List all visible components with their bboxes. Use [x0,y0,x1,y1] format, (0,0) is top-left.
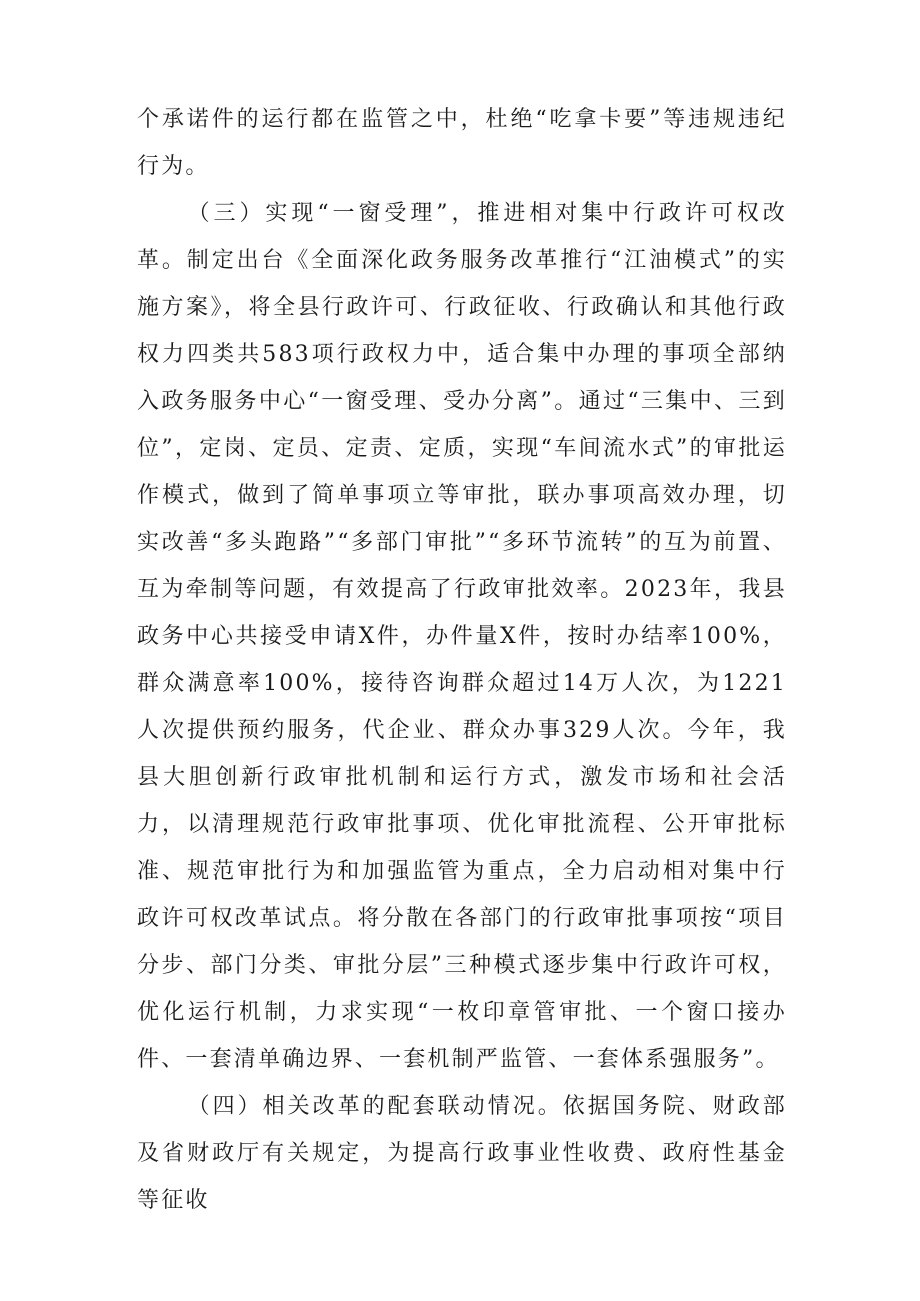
paragraph-section-three: （三）实现“一窗受理”，推进相对集中行政许可权改革。制定出台《全面深化政务服务改革推行“江油模式”的实施方案》，将全县行政许可、行政征收、行政确认和其他行政权力四类共583项行政权力中，适合集中办理的事项全部纳入政务服务中心“一窗受理、受办分离”。通过“三集中、三到位”，定岗、定员、定责、定质，实现“车间流水式”的审批运作模式，做到了简单事项立等审批，联办事项高效办理，切实改善“多头跑路”“多部门审批”“多环节流转”的互为前置、互为牵制等问题，有效提高了行政审批效率。2023年，我县政务中心共接受申请X件，办件量X件，按时办结率100%，群众满意率100%，接待咨询群众超过14万人次，为1221人次提供预约服务，代企业、群众办事329人次。今年，我县大胆创新行政审批机制和运行方式，激发市场和社会活力，以清理规范行政审批事项、优化审批流程、公开审批标准、规范审批行为和加强监管为重点，全力启动相对集中行政许可权改革试点。将分散在各部门的行政审批事项按“项目分步、部门分类、审批分层”三种模式逐步集中行政许可权，优化运行机制，力求实现“一枚印章管审批、一个窗口接办件、一套清单确边界、一套机制严监管、一套体系强服务”。 [137,201,787,1072]
document-body [137,96,787,1224]
paragraph-continuation: 个承诺件的运行都在监管之中，杜绝“吃拿卡要”等违规违纪行为。 [137,107,787,179]
paragraph-section-four: （四）相关改革的配套联动情况。依据国务院、财政部及省财政厅有关规定，为提高行政事业性收费、政府性基金等征收 [137,1094,787,1213]
